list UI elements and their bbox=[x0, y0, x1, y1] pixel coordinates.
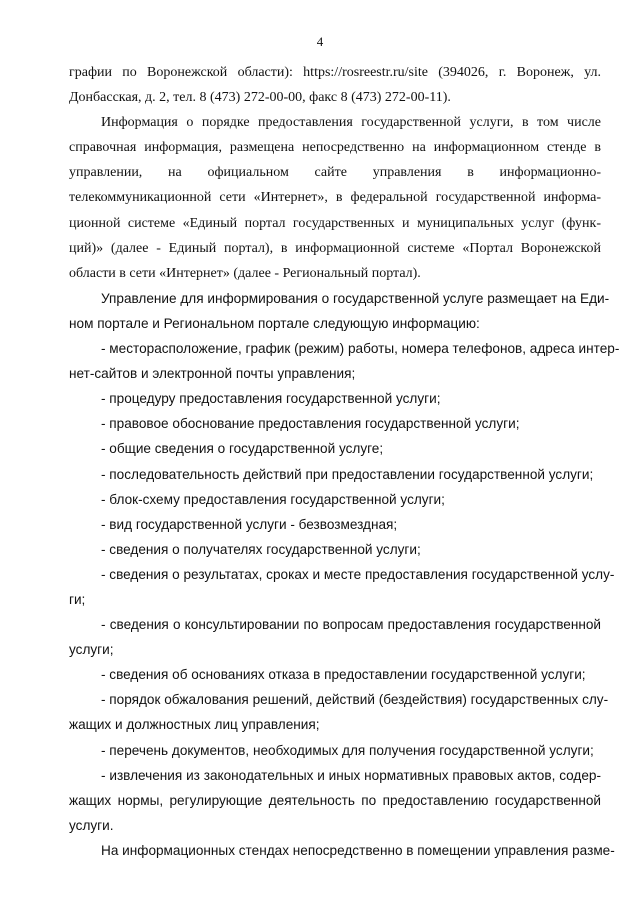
text-line: ционной системе «Единый портал государственных и муниципальных услуг (функ- bbox=[69, 215, 601, 231]
text-line: телекоммуникационной сети «Интернет», в федеральной государственной информа- bbox=[69, 190, 601, 206]
text-line: - перечень документов, необходимых для получения государственной услуги; bbox=[101, 742, 594, 758]
text-line: - порядок обжалования решений, действий (бездействия) государственных слу- bbox=[101, 692, 609, 708]
text-line: - последовательность действий при предоставлении государственной услуги; bbox=[101, 466, 594, 482]
text-line: - сведения об основаниях отказа в предоставлении государственной услуги; bbox=[101, 667, 586, 683]
text-line: ном портале и Региональном портале следующую информацию: bbox=[69, 315, 480, 331]
text-line: управлении, на официальном сайте управления в информационно- bbox=[69, 165, 601, 181]
text-line: Донбасская, д. 2, тел. 8 (473) 272-00-00, факс 8 (473) 272-00-11). bbox=[69, 90, 451, 106]
text-line: - сведения о результатах, сроках и месте предоставления государственной услу- bbox=[101, 566, 615, 582]
text-line: - сведения о получателях государственной услуги; bbox=[101, 541, 421, 557]
text-line: жащих и должностных лиц управления; bbox=[69, 717, 320, 733]
text-line: - месторасположение, график (режим) работы, номера телефонов, адреса интер- bbox=[101, 341, 620, 357]
page-number: 4 bbox=[316, 34, 324, 49]
text-line: жащих нормы, регулирующие деятельность по предоставлению государственной bbox=[69, 792, 601, 808]
text-line: Информация о порядке предоставления государственной услуги, в том числе bbox=[101, 115, 601, 131]
text-line: графии по Воронежской области): https://rosreestr.ru/site (394026, г. Воронеж, ул. bbox=[69, 65, 601, 80]
text-line: нет-сайтов и электронной почты управления; bbox=[69, 366, 356, 382]
text-line: Управление для информирования о государственной услуге размещает на Еди- bbox=[101, 290, 610, 306]
text-line: услуги. bbox=[69, 817, 114, 833]
text-line: - правовое обоснование предоставления государственной услуги; bbox=[101, 416, 520, 432]
text-line: - сведения о консультировании по вопросам предоставления государственной bbox=[101, 617, 601, 633]
text-line: - процедуру предоставления государственной услуги; bbox=[101, 391, 441, 407]
text-line: На информационных стендах непосредственно в помещении управления разме- bbox=[101, 842, 615, 858]
text-line: - извлечения из законодательных и иных нормативных правовых актов, содер- bbox=[101, 767, 601, 783]
text-line: области в сети «Интернет» (далее - Региональный портал). bbox=[69, 265, 421, 281]
text-line: справочная информация, размещена непосредственно на информационном стенде в bbox=[69, 140, 601, 156]
text-line: ций)» (далее - Единый портал), в информационной системе «Портал Воронежской bbox=[69, 240, 601, 256]
text-line: - общие сведения о государственной услуге; bbox=[101, 441, 384, 457]
text-line: ги; bbox=[69, 591, 86, 607]
document-body bbox=[69, 60, 620, 863]
text-line: услуги; bbox=[69, 642, 114, 658]
text-line: - блок-схему предоставления государственной услуги; bbox=[101, 491, 445, 507]
text-line: - вид государственной услуги - безвозмездная; bbox=[101, 516, 398, 532]
